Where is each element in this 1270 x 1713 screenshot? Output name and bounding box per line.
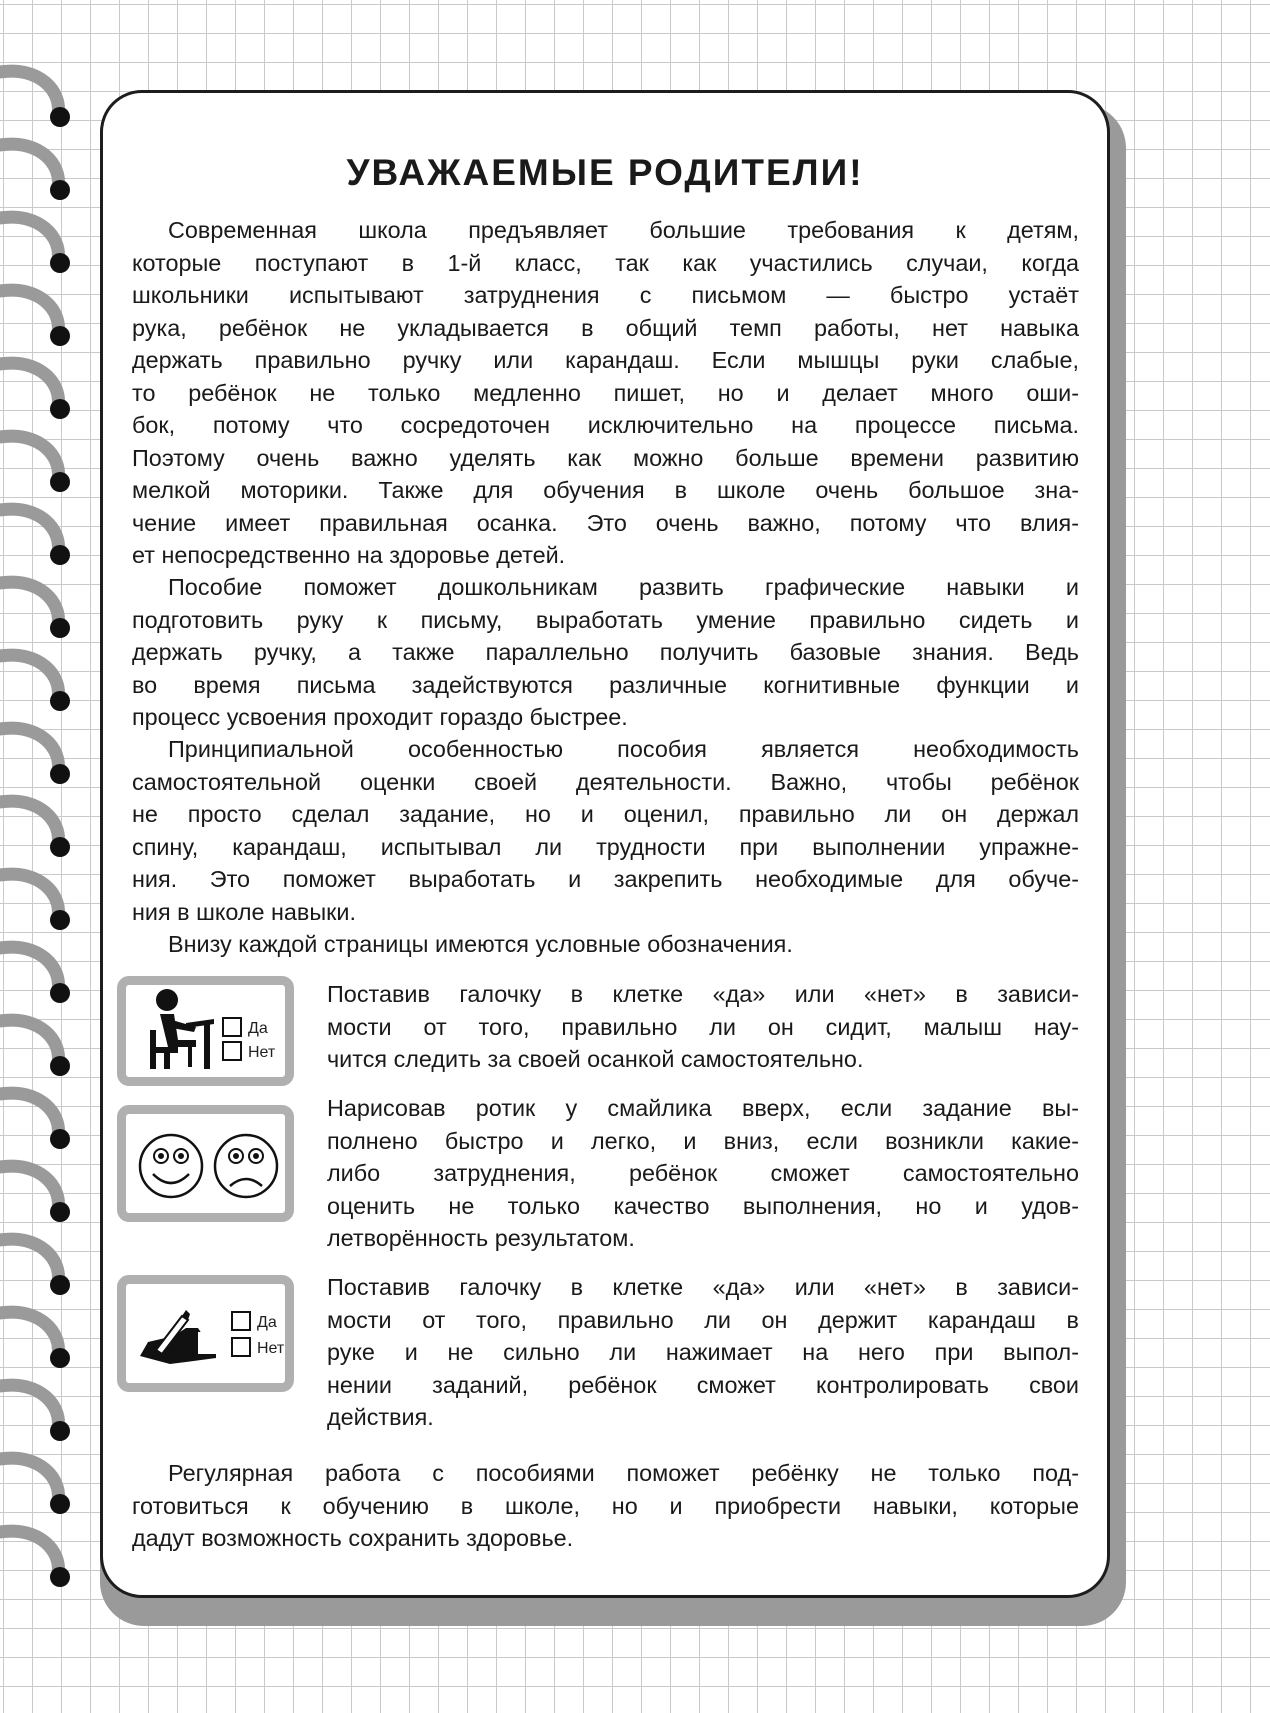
- text-line: Современная школа предъявляет большие требования к детям,: [168, 217, 1079, 243]
- text-line: бок, потому что сосредоточен исключительно на процессе письма.: [132, 412, 1079, 438]
- text-line: мости от того, правильно ли он держит карандаш в: [327, 1306, 1079, 1333]
- text-line: нении заданий, ребёнок сможет контролировать свои: [327, 1371, 1079, 1398]
- paragraph-manual: [132, 571, 1079, 734]
- yes-label: Да: [257, 1314, 277, 1331]
- posture-icon-box: [117, 976, 294, 1086]
- text-line: Пособие поможет дошкольникам развить графические навыки и: [168, 574, 1079, 600]
- text-line: ния в школе навыки.: [132, 898, 356, 925]
- text-line: ет непосредственно на здоровье детей.: [132, 542, 566, 568]
- text-line: мости от того, правильно ли он сидит, малыш нау-: [327, 1013, 1079, 1040]
- paragraph-intro: [132, 214, 1079, 572]
- text-line: то ребёнок не только медленно пишет, но и делает много оши-: [132, 379, 1079, 406]
- paragraph-self-assessment: [132, 733, 1079, 928]
- text-line: Нарисовав ротик у смайлика вверх, если задание вы-: [327, 1095, 1079, 1121]
- text-line: держать ручку, а также параллельно получить базовые знания. Ведь: [132, 639, 1079, 665]
- text-line: чение имеет правильная осанка. Это очень важно, потому что влия-: [132, 509, 1079, 536]
- text-line: которые поступают в 1-й класс, так как участились случаи, когда: [132, 249, 1079, 276]
- posture-legend-text: [327, 978, 1079, 1076]
- smiley-icons: [126, 1114, 285, 1213]
- pencil-icon-box: [117, 1275, 294, 1392]
- pencil-legend-text: [327, 1271, 1079, 1434]
- text-line: во время письма задействуются различные когнитивные функции и: [132, 671, 1079, 698]
- sad-face-icon: [215, 1135, 277, 1197]
- text-line: школьники испытывают затруднения с письмом — быстро устаёт: [132, 282, 1079, 308]
- page-title: УВАЖАЕМЫЕ РОДИТЕЛИ!: [346, 152, 864, 193]
- paragraph-closing: [132, 1457, 1079, 1555]
- text-line: мелкой моторики. Также для обучения в школе очень большое зна-: [132, 477, 1079, 503]
- text-line: подготовить руку к письму, выработать умение правильно сидеть и: [132, 606, 1079, 633]
- text-line: держать правильно ручку или карандаш. Если мышцы руки слабые,: [132, 347, 1079, 373]
- student-at-desk-icon: [126, 985, 285, 1077]
- text-line: чится следить за своей осанкой самостоятельно.: [327, 1046, 864, 1072]
- text-line: руке и не сильно ли нажимает на него при выпол-: [327, 1339, 1079, 1365]
- text-line: спину, карандаш, испытывал ли трудности при выполнении упражне-: [132, 833, 1079, 860]
- text-line: Поставив галочку в клетке «да» или «нет» в зависи-: [327, 1274, 1079, 1300]
- text-line: летворённость результатом.: [327, 1225, 635, 1251]
- no-label: Нет: [257, 1340, 285, 1357]
- text-line: Внизу каждой страницы имеются условные обозначения.: [168, 931, 793, 957]
- no-label: Нет: [248, 1044, 276, 1061]
- text-line: дадут возможность сохранить здоровье.: [132, 1525, 574, 1551]
- text-line: либо затруднения, ребёнок сможет самостоятельно: [327, 1160, 1079, 1186]
- paragraph-legend-intro: [132, 928, 1079, 961]
- text-line: готовиться к обучению в школе, но и приобрести навыки, которые: [132, 1492, 1079, 1519]
- text-line: оценить не только качество выполнения, но и удов-: [327, 1192, 1079, 1219]
- happy-face-icon: [140, 1135, 202, 1197]
- hand-holding-pencil-icon: [126, 1284, 285, 1383]
- text-line: рука, ребёнок не укладывается в общий темп работы, нет навыка: [132, 314, 1079, 341]
- smiley-legend-text: [327, 1092, 1079, 1255]
- text-line: процесс усвоения проходит гораздо быстрее.: [132, 704, 628, 730]
- text-line: полнено быстро и легко, и вниз, если возникли какие-: [327, 1127, 1079, 1154]
- text-line: самостоятельной оценки своей деятельности. Важно, чтобы ребёнок: [132, 768, 1079, 795]
- smiley-icon-box: [117, 1105, 294, 1222]
- yes-label: Да: [248, 1020, 268, 1037]
- text-line: Поставив галочку в клетке «да» или «нет» в зависи-: [327, 981, 1079, 1007]
- text-line: Регулярная работа с пособиями поможет ребёнку не только под-: [168, 1460, 1079, 1486]
- text-line: Принципиальной особенностью пособия является необходимость: [168, 736, 1079, 762]
- text-line: не просто сделал задание, но и оценил, правильно ли он держал: [132, 801, 1079, 827]
- text-line: действия.: [327, 1404, 434, 1430]
- text-line: Поэтому очень важно уделять как можно больше времени развитию: [132, 444, 1079, 471]
- spiral-binding: [0, 0, 95, 1713]
- text-line: ния. Это поможет выработать и закрепить необходимые для обуче-: [132, 866, 1079, 892]
